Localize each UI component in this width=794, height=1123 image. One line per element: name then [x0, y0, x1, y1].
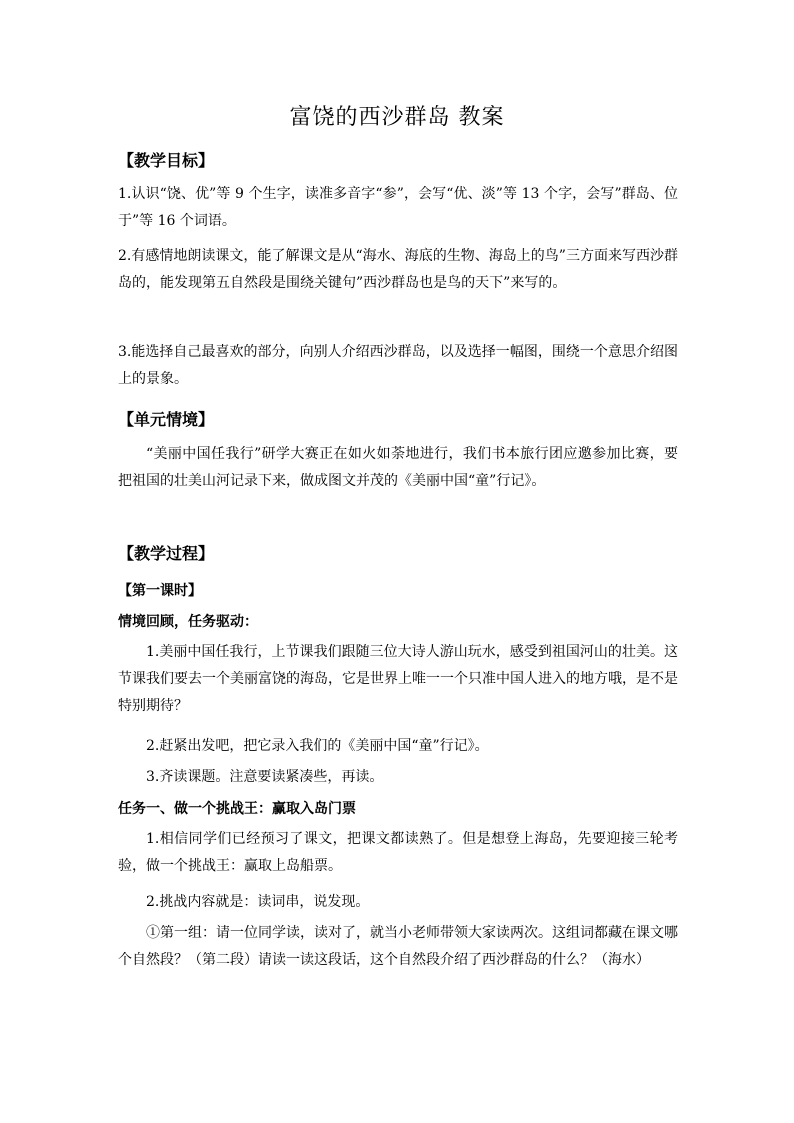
page-title: 富饶的西沙群岛 教案	[289, 105, 505, 130]
task-paragraph: 2.挑战内容就是：读词串，说发现。	[146, 894, 370, 910]
section-heading-process: 【教学过程】	[118, 544, 215, 563]
section-heading-context: 【单元情境】	[118, 410, 215, 429]
task-heading: 任务一、做一个挑战王：赢取入岛门票	[118, 801, 356, 817]
task-paragraph: ①第一组：请一位同学读，读对了，就当小老师带领大家读两次。这组词都藏在课文哪个自然段？（第二段）请读一读这段话，这个自然段介绍了西沙群岛的什么？（海水）	[118, 925, 678, 968]
subsection-heading: 情境回顾，任务驱动：	[118, 614, 258, 630]
process-paragraph: 3.齐读课题。注意要读紧凑些，再读。	[146, 769, 384, 785]
task-paragraph: 1.相信同学们已经预习了课文，把课文都读熟了。但是想登上海岛，先要迎接三轮考验，做一个挑战王：赢取上岛船票。	[118, 831, 678, 874]
process-paragraph: 2.赶紧出发吧，把它录入我们的《美丽中国“童”行记》。	[146, 738, 489, 754]
process-paragraph: 1.美丽中国任我行，上节课我们跟随三位大诗人游山玩水，感受到祖国河山的壮美。这节课我们要去一个美丽富饶的海岛，它是世界上唯一一个只准中国人进入的地方哦，是不是特别期待？	[118, 644, 678, 714]
lesson-heading: 【第一课时】	[118, 583, 202, 599]
goal-item: 3.能选择自己最喜欢的部分，向别人介绍西沙群岛，以及选择一幅图，围绕一个意思介绍图上的景象。	[118, 344, 678, 387]
context-paragraph: “美丽中国任我行”研学大赛正在如火如荼地进行，我们书本旅行团应邀参加比赛，要把祖国的壮美山河记录下来，做成图文并茂的《美丽中国“童”行记》。	[118, 446, 678, 489]
goal-item: 1.认识“饶、优”等 9 个生字，读准多音字“参”，会写“优、淡”等 13 个字，会写”群岛、位于”等 16 个词语。	[118, 186, 678, 229]
section-heading-goals: 【教学目标】	[118, 151, 215, 170]
goal-item: 2.有感情地朗读课文，能了解课文是从“海水、海底的生物、海岛上的鸟”三方面来写西沙群岛的，能发现第五自然段是围绕关键句”西沙群岛也是鸟的天下”来写的。	[118, 248, 678, 291]
